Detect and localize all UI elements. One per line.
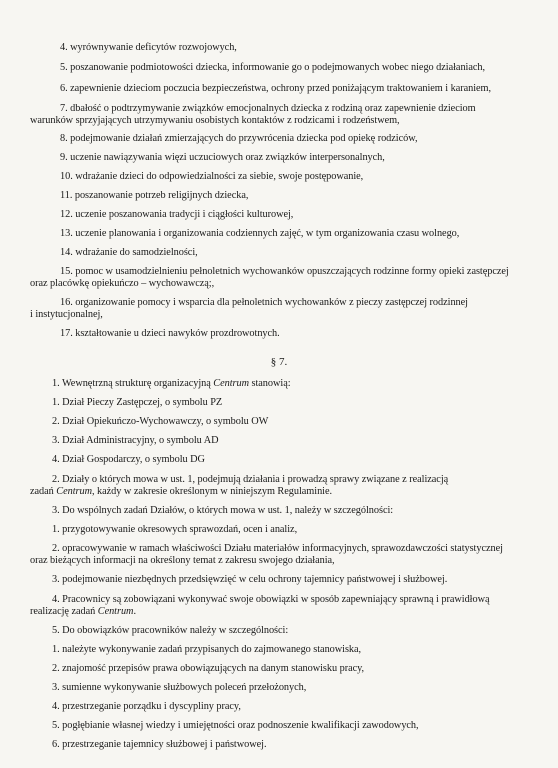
duty-item-5: 5. pogłębianie własnej wiedzy i umiejętności oraz podnoszenie kwalifikacji zawodowych,	[52, 720, 419, 731]
list-item-15: 15. pomoc w usamodzielnieniu pełnoletnich wychowanków opuszczających rodzinne formy opieki zastępczej	[60, 266, 509, 277]
list-item-10: 10. wdrażanie dzieci do odpowiedzialności za siebie, swoje postępowanie,	[60, 171, 364, 182]
list-item-7-cont: warunków sprzyjających utrzymywaniu osobistych kontaktów z rodzicami i rodzeństwem,	[30, 115, 400, 126]
duty-item-6: 6. przestrzeganie tajemnicy służbowej i państwowej.	[52, 739, 267, 750]
task-item-2-cont: oraz bieżących informacji na określony temat z zakresu swojego działania,	[30, 555, 335, 566]
paragraph-5: 5. Do obowiązków pracowników należy w szczególności:	[52, 625, 289, 636]
duty-item-1: 1. należyte wykonywanie zadań przypisanych do zajmowanego stanowiska,	[52, 644, 362, 655]
paragraph-1: 1. Wewnętrzną strukturę organizacyjną Centrum stanowią:	[52, 378, 291, 389]
duty-item-3: 3. sumienne wykonywanie służbowych poleceń przełożonych,	[52, 682, 307, 693]
list-item-17: 17. kształtowanie u dzieci nawyków prozdrowotnych.	[60, 328, 280, 339]
list-item-13: 13. uczenie planowania i organizowania codziennych zajęć, w tym organizowania czasu wolnego,	[60, 228, 460, 239]
duty-item-2: 2. znajomość przepisów prawa obowiązujących na danym stanowisku pracy,	[52, 663, 365, 674]
section-title: § 7.	[270, 356, 288, 368]
list-item-16-cont: i instytucjonalnej,	[30, 309, 103, 320]
list-item-12: 12. uczenie poszanowania tradycji i ciągłości kulturowej,	[60, 209, 294, 220]
list-item-6: 6. zapewnienie dzieciom poczucia bezpieczeństwa, ochrony przed poniżającym traktowaniem i karaniem,	[60, 83, 492, 94]
task-item-2: 2. opracowywanie w ramach właściwości Działu materiałów informacyjnych, sprawozdawczości statystycznej	[52, 543, 503, 554]
task-item-3: 3. podejmowanie niezbędnych przedsięwzięć w celu ochrony tajemnicy państwowej i służbowej.	[52, 574, 448, 585]
paragraph-2: 2. Działy o których mowa w ust. 1, podejmują działania i prowadzą sprawy związane z realizacją	[52, 474, 449, 485]
dept-item-2: 2. Dział Opiekuńczo-Wychowawczy, o symbolu OW	[52, 416, 269, 427]
dept-item-3: 3. Dział Administracyjny, o symbolu AD	[52, 435, 219, 446]
duty-item-4: 4. przestrzeganie porządku i dyscypliny pracy,	[52, 701, 241, 712]
paragraph-2-cont: zadań Centrum, każdy w zakresie określonym w niniejszym Regulaminie.	[30, 486, 333, 497]
list-item-5: 5. poszanowanie podmiotowości dziecka, informowanie go o podejmowanych wobec niego działaniach,	[60, 62, 486, 73]
paragraph-4-cont: realizację zadań Centrum.	[30, 606, 136, 617]
list-item-16: 16. organizowanie pomocy i wsparcia dla pełnoletnich wychowanków z pieczy zastępczej rodzinnej	[60, 297, 468, 308]
list-item-8: 8. podejmowanie działań zmierzających do przywrócenia dziecka pod opiekę rodziców,	[60, 133, 418, 144]
list-item-14: 14. wdrażanie do samodzielności,	[60, 247, 198, 258]
list-item-4: 4. wyrównywanie deficytów rozwojowych,	[60, 42, 237, 53]
paragraph-3: 3. Do wspólnych zadań Działów, o których mowa w ust. 1, należy w szczególności:	[52, 505, 394, 516]
list-item-9: 9. uczenie nawiązywania więzi uczuciowych oraz związków interpersonalnych,	[60, 152, 385, 163]
dept-item-1: 1. Dział Pieczy Zastępczej, o symbolu PZ	[52, 397, 223, 408]
list-item-7: 7. dbałość o podtrzymywanie związków emocjonalnych dziecka z rodziną oraz zapewnienie dzieciom	[60, 103, 476, 114]
paragraph-4: 4. Pracownicy są zobowiązani wykonywać swoje obowiązki w sposób zapewniający sprawną i prawidłową	[52, 594, 490, 605]
task-item-1: 1. przygotowywanie okresowych sprawozdań, ocen i analiz,	[52, 524, 298, 535]
dept-item-4: 4. Dział Gospodarczy, o symbolu DG	[52, 454, 205, 465]
list-item-11: 11. poszanowanie potrzeb religijnych dziecka,	[60, 190, 249, 201]
list-item-15-cont: oraz placówkę opiekuńczo – wychowawczą;,	[30, 278, 215, 289]
